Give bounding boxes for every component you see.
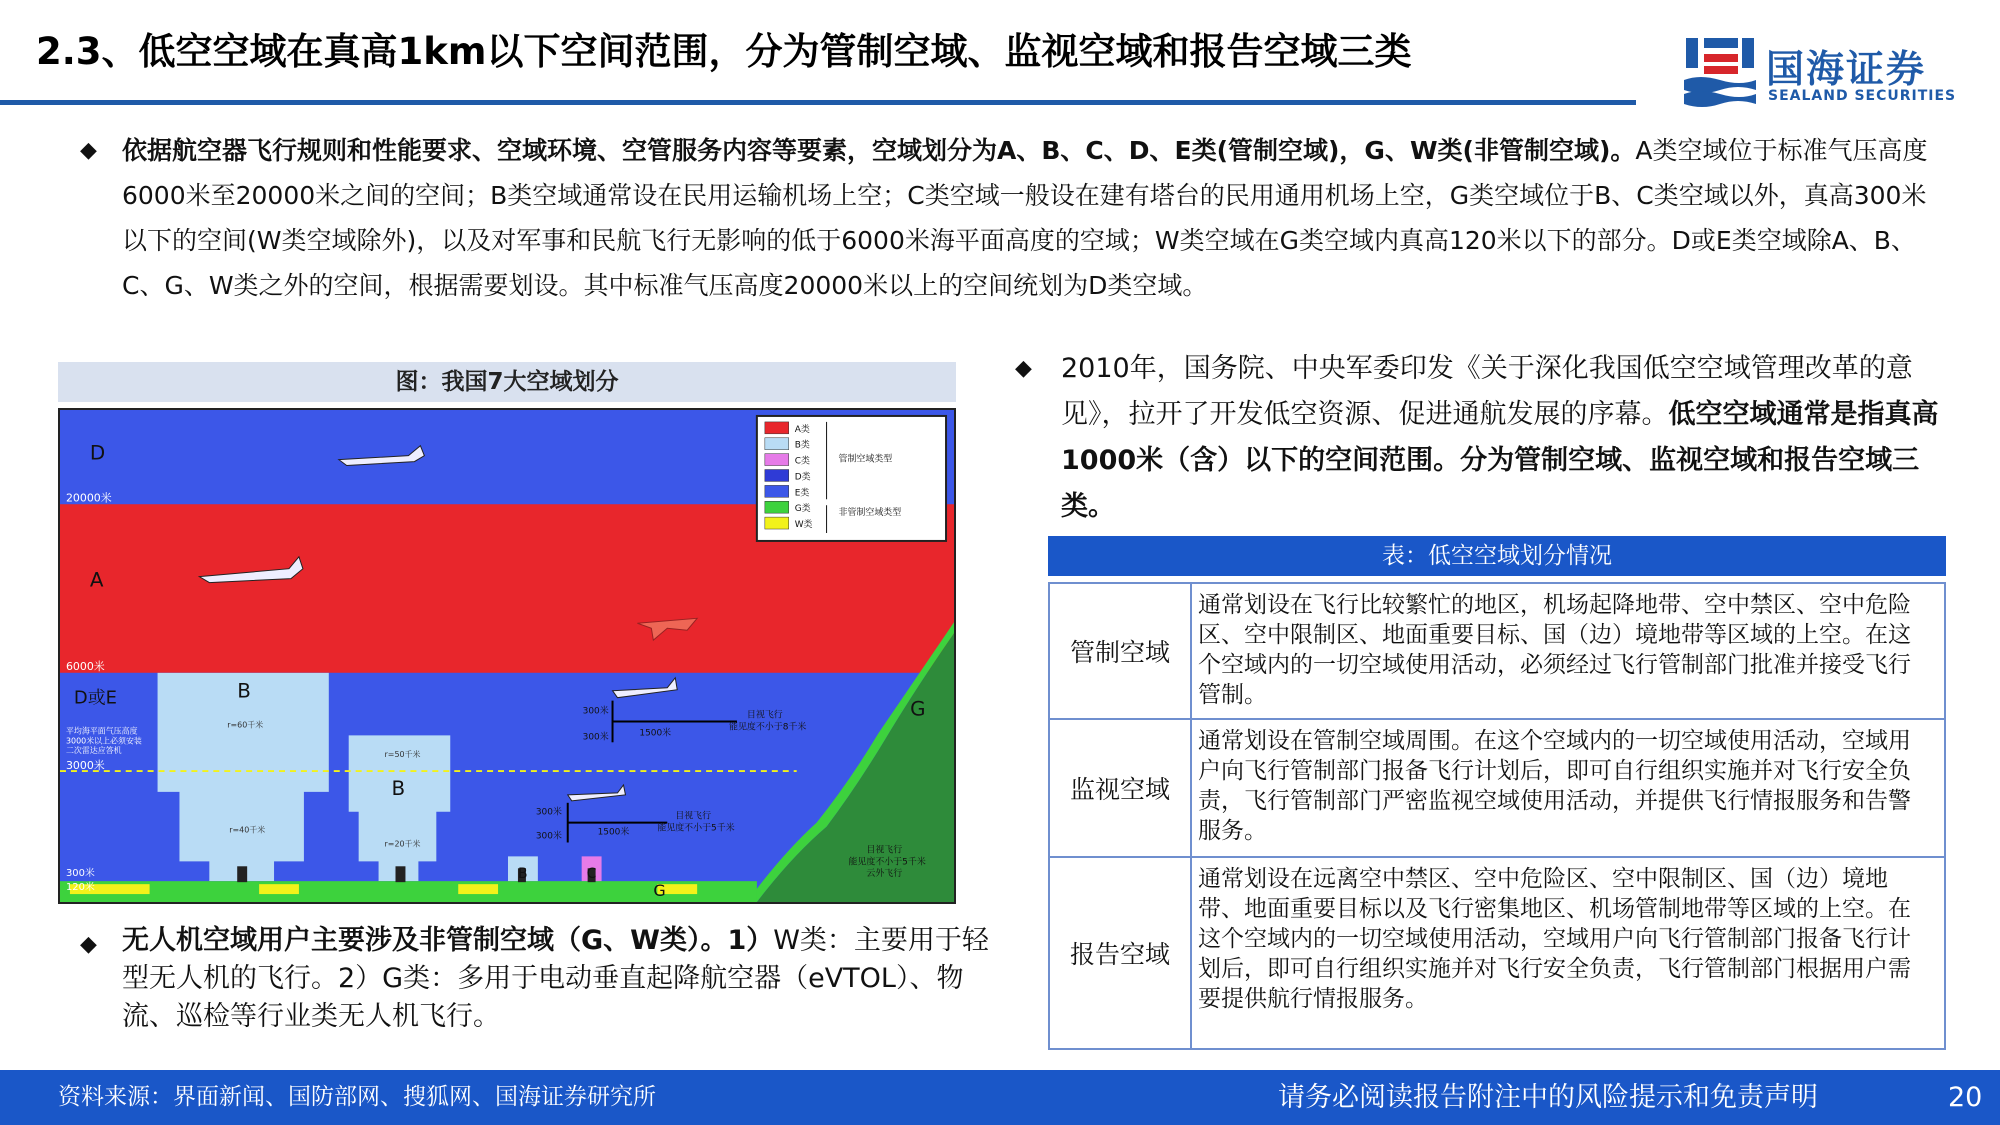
dist-300-4: 300米 bbox=[535, 831, 562, 842]
alt-label-3000: 3000米 bbox=[65, 759, 105, 773]
zone-label-g-ground: G bbox=[653, 881, 666, 901]
vfr3-line3: 云外飞行 bbox=[866, 869, 903, 880]
figure-caption: 图：我国7大空域划分 bbox=[58, 362, 956, 402]
legend-group-uncontrolled: 非管制空域类型 bbox=[838, 508, 902, 519]
diamond-bullet-icon: ◆ bbox=[80, 138, 97, 163]
vfr1-line2: 能见度不小于8千米 bbox=[729, 722, 807, 733]
diamond-bullet-icon: ◆ bbox=[80, 932, 97, 957]
dist-300-2: 300米 bbox=[582, 732, 609, 743]
zone-b-airport-1 bbox=[158, 673, 329, 881]
ground-w-strip-3 bbox=[458, 884, 498, 894]
zone-label-b1: B bbox=[237, 679, 251, 703]
footer-bar bbox=[0, 1070, 2000, 1125]
bullet-text bbox=[122, 128, 1940, 308]
legend-swatch bbox=[765, 454, 789, 466]
sealand-logo-icon bbox=[1680, 34, 1760, 108]
note-line-1: 平均海平面气压高度 bbox=[65, 726, 138, 736]
bullet-body-text: W类：主要用于轻型无人机的飞行。2）G类：多用于电动垂直起降航空器（eVTOL）、物流、巡检等行业类无人机飞行。 bbox=[122, 925, 989, 1032]
legend-label: A类 bbox=[794, 424, 810, 435]
company-logo bbox=[1680, 34, 1970, 110]
legend-swatch bbox=[765, 485, 789, 497]
page-number: 20 bbox=[1948, 1082, 1983, 1113]
alt-label-6000: 6000米 bbox=[65, 659, 105, 673]
bullet-drone-users bbox=[80, 922, 1000, 1036]
logo-text-en: SEALAND SECURITIES bbox=[1768, 88, 1957, 104]
row-label-monitored: 监视空域 bbox=[1050, 720, 1192, 856]
table-title: 表：低空空域划分情况 bbox=[1048, 536, 1946, 576]
zone-label-b3: B bbox=[517, 866, 528, 883]
table-row bbox=[1050, 584, 1944, 720]
row-label-controlled: 管制空域 bbox=[1050, 584, 1192, 718]
b-radius-40: r=40千米 bbox=[229, 825, 266, 835]
zone-label-a: A bbox=[89, 568, 104, 592]
note-line-2: 3000米以上必须安装 bbox=[65, 736, 142, 746]
ground-g-strip bbox=[60, 881, 757, 902]
footer-disclaimer: 请务必阅读报告附注中的风险提示和免责声明 bbox=[1278, 1082, 1818, 1113]
vfr2-line2: 能见度不小于5千米 bbox=[657, 823, 735, 834]
ground-w-strip-2 bbox=[259, 884, 299, 894]
vfr1-line1: 目视飞行 bbox=[746, 710, 783, 721]
b-radius-60: r=60千米 bbox=[227, 720, 264, 730]
zone-label-d: D bbox=[89, 441, 106, 465]
bullet-body-text: 2010年，国务院、中央军委印发《关于深化我国低空空域管理改革的意见》，拉开了开发低空资源、促进通航发展的序幕。 bbox=[1061, 353, 1913, 430]
bullet-low-altitude-definition bbox=[1015, 346, 1950, 530]
bullet-text bbox=[1061, 346, 1950, 530]
alt-label-120: 120米 bbox=[65, 882, 95, 894]
note-line-3: 二次雷达应答机 bbox=[65, 746, 122, 756]
zone-label-de: D或E bbox=[73, 687, 117, 709]
dist-1500-2: 1500米 bbox=[597, 827, 630, 838]
row-label-reporting: 报告空域 bbox=[1050, 858, 1192, 1048]
diamond-bullet-icon: ◆ bbox=[1015, 356, 1032, 381]
bullet-bold-text: 无人机空域用户主要涉及非管制空域（G、W类）。1） bbox=[122, 925, 774, 956]
zone-label-b2: B bbox=[391, 776, 406, 800]
legend-swatch bbox=[765, 470, 789, 482]
legend-label: W类 bbox=[794, 520, 813, 531]
legend-swatch bbox=[765, 501, 789, 513]
bullet-bold-text: 依据航空器飞行规则和性能要求、空域环境、空管服务内容等要素，空域划分为A、B、C、D、E类(管制空域)，G、W类(非管制空域)。 bbox=[122, 136, 1636, 165]
bullet-text bbox=[122, 922, 1000, 1036]
zone-label-g-mountain: G bbox=[910, 697, 926, 721]
legend-label: D类 bbox=[794, 472, 811, 483]
row-desc-monitored: 通常划设在管制空域周围。在这个空域内的一切空域使用活动，空域用户向飞行管制部门报备飞行计划后，即可自行组织实施并对飞行安全负责，飞行管制部门严密监视空域使用活动，并提供飞行情报服务和告警服务。 bbox=[1198, 728, 1911, 844]
tower-icon-2 bbox=[395, 866, 405, 882]
vfr3-line1: 目视飞行 bbox=[866, 845, 903, 856]
bullet-bold-text: 低空空域通常是指真高1000米（含）以下的空间范围。分为管制空域、监视空域和报告空域三类。 bbox=[1061, 399, 1939, 522]
dist-1500-1: 1500米 bbox=[639, 728, 672, 739]
bullet-airspace-classification bbox=[80, 128, 1940, 308]
airspace-diagram-svg bbox=[60, 410, 954, 902]
vfr2-line1: 目视飞行 bbox=[675, 811, 712, 822]
table-row bbox=[1050, 720, 1944, 858]
alt-label-300: 300米 bbox=[65, 868, 95, 880]
dist-300-3: 300米 bbox=[535, 807, 562, 818]
legend-label: C类 bbox=[794, 456, 810, 467]
legend-swatch bbox=[765, 438, 789, 450]
bullet-body-text: A类空域位于标准气压高度6000米至20000米之间的空间；B类空域通常设在民用运输机场上空；C类空域一般设在建有塔台的民用通用机场上空，G类空域位于B、C类空域以外，真高300米以下的空间(W类空域除外)，以及对军事和民航飞行无影响的低于6000米海平面高度的空域；W类空域在G类空域内真高120米以下的部分。D或E类空域除A、B、C、G、W类之外的空间，根据需要划设。其中标准气压高度20000米以上的空间统划为D类空域。 bbox=[122, 136, 1928, 300]
legend-group-controlled: 管制空域类型 bbox=[838, 454, 893, 465]
title-divider bbox=[0, 100, 1636, 105]
b-radius-20: r=20千米 bbox=[384, 839, 421, 849]
vfr3-line2: 能见度不小于5千米 bbox=[848, 857, 926, 868]
alt-label-20000: 20000米 bbox=[65, 491, 112, 505]
footer-source: 资料来源：界面新闻、国防部网、搜狐网、国海证券研究所 bbox=[58, 1084, 656, 1110]
page-title: 2.3、低空空域在真高1km以下空间范围，分为管制空域、监视空域和报告空域三类 bbox=[36, 30, 1412, 73]
table-row bbox=[1050, 858, 1944, 1048]
dist-300-1: 300米 bbox=[582, 706, 609, 717]
legend-label: E类 bbox=[794, 488, 810, 499]
logo-text-cn: 国海证券 bbox=[1766, 47, 1927, 91]
legend-swatch bbox=[765, 517, 789, 529]
tower-icon-1 bbox=[237, 866, 247, 882]
airspace-diagram bbox=[58, 408, 956, 904]
airspace-table bbox=[1048, 582, 1946, 1050]
row-desc-reporting: 通常划设在远离空中禁区、空中危险区、空中限制区、国（边）境地带、地面重要目标以及飞行密集地区、机场管制地带等区域的上空。在这个空域内的一切空域使用活动，空域用户向飞行管制部门报备飞行计划后，即可自行组织实施并对飞行安全负责，飞行管制部门根据用户需要提供航行情报服务。 bbox=[1198, 866, 1911, 1012]
zone-label-c: C bbox=[586, 866, 597, 883]
legend-label: B类 bbox=[794, 440, 810, 451]
legend-label: G类 bbox=[794, 504, 811, 515]
row-desc-controlled: 通常划设在飞行比较繁忙的地区，机场起降地带、空中禁区、空中危险区、空中限制区、地面重要目标、国（边）境地带等区域的上空。在这个空域内的一切空域使用活动，必须经过飞行管制部门批准并接受飞行管制。 bbox=[1198, 592, 1911, 708]
legend-swatch bbox=[765, 422, 789, 434]
b-radius-50: r=50千米 bbox=[384, 750, 421, 760]
